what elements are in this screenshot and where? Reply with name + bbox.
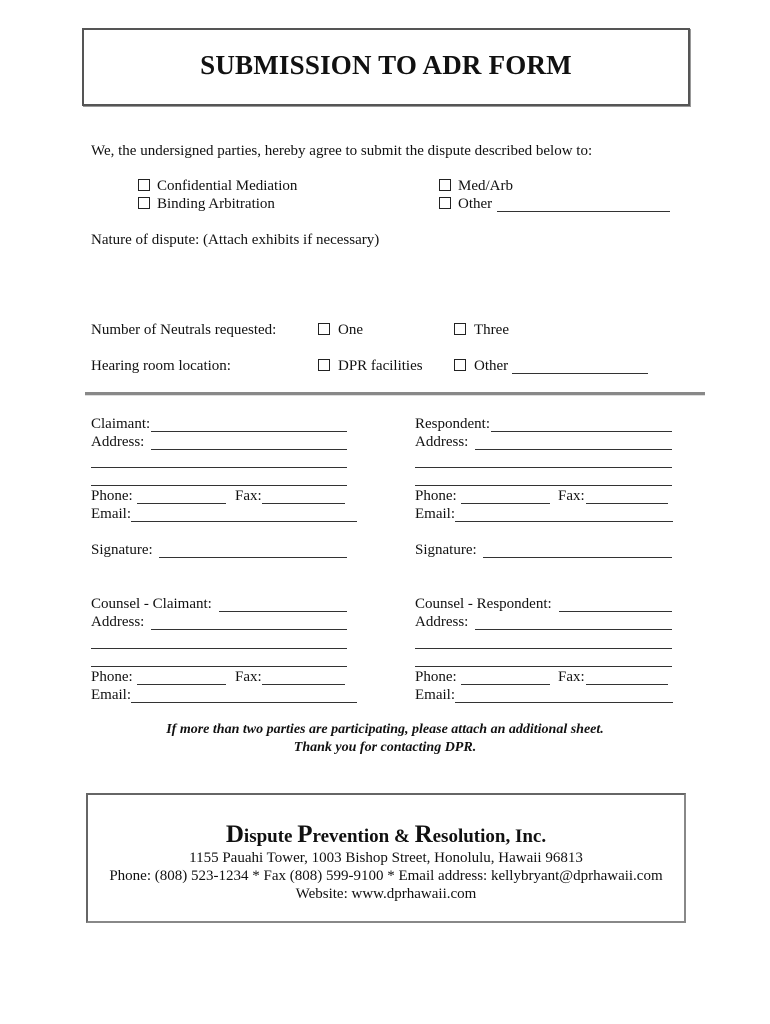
counsel-claimant-email-label: Email: <box>91 687 131 703</box>
counsel-claimant-fax-field[interactable] <box>262 684 345 685</box>
respondent-email-label: Email: <box>415 506 455 522</box>
section-divider <box>85 392 705 396</box>
hearing-location-label: Hearing room location: <box>91 358 231 374</box>
neutrals-three-label: Three <box>474 322 509 338</box>
company-contact: Phone: (808) 523-1234 * Fax (808) 599-9100 * Email address: kellybryant@dprhawaii.com <box>109 868 663 884</box>
counsel-claimant-address-field-2[interactable] <box>91 648 347 649</box>
title-box <box>82 28 690 106</box>
counsel-claimant-address-label: Address: <box>91 614 145 630</box>
counsel-claimant-phone-label: Phone: <box>91 669 133 685</box>
counsel-claimant-address-field-3[interactable] <box>91 666 347 667</box>
hearing-other-label: Other <box>474 358 509 374</box>
claimant-phone-label: Phone: <box>91 488 133 504</box>
company-website: Website: www.dprhawaii.com <box>295 886 477 902</box>
claimant-email-field[interactable] <box>131 521 357 522</box>
claimant-address-field-3[interactable] <box>91 485 347 486</box>
counsel-claimant-phone-field[interactable] <box>137 684 226 685</box>
counsel-claimant-label: Counsel - Claimant: <box>91 596 212 612</box>
footer-box <box>86 793 686 923</box>
counsel-respondent-phone-field[interactable] <box>461 684 550 685</box>
form-title: SUBMISSION TO ADR FORM <box>200 50 572 80</box>
respondent-label: Respondent: <box>415 416 490 432</box>
claimant-email-label: Email: <box>91 506 131 522</box>
counsel-respondent-field[interactable] <box>559 611 672 612</box>
counsel-respondent-email-label: Email: <box>415 687 455 703</box>
counsel-respondent-label: Counsel - Respondent: <box>415 596 552 612</box>
thank-you-note: Thank you for contacting DPR. <box>293 740 477 755</box>
neutrals-label: Number of Neutrals requested: <box>91 322 277 338</box>
company-name: Dispute Prevention & Resolution, Inc. <box>225 821 547 848</box>
respondent-address-field-2[interactable] <box>415 467 672 468</box>
intro-text: We, the undersigned parties, hereby agree to submit the dispute described below to: <box>91 143 593 159</box>
other-option-checkbox[interactable] <box>439 197 451 209</box>
respondent-fax-label: Fax: <box>558 488 585 504</box>
counsel-respondent-fax-label: Fax: <box>558 669 585 685</box>
hearing-other-field[interactable] <box>512 373 648 374</box>
nature-of-dispute-label: Nature of dispute: (Attach exhibits if necessary) <box>91 232 380 248</box>
neutrals-one-label: One <box>338 322 363 338</box>
counsel-respondent-address-field-1[interactable] <box>475 629 672 630</box>
respondent-phone-field[interactable] <box>461 503 550 504</box>
other-option-field[interactable] <box>497 211 670 212</box>
additional-sheet-note: If more than two parties are participating, please attach an additional sheet. <box>166 722 604 737</box>
respondent-signature-field[interactable] <box>483 557 672 558</box>
claimant-address-field-1[interactable] <box>151 449 347 450</box>
respondent-field[interactable] <box>491 431 672 432</box>
respondent-fax-field[interactable] <box>586 503 668 504</box>
respondent-address-field-3[interactable] <box>415 485 672 486</box>
claimant-label: Claimant: <box>91 416 151 432</box>
med-arb-checkbox[interactable] <box>439 179 451 191</box>
claimant-signature-field[interactable] <box>159 557 347 558</box>
claimant-phone-field[interactable] <box>137 503 226 504</box>
counsel-respondent-address-field-3[interactable] <box>415 666 672 667</box>
counsel-respondent-phone-label: Phone: <box>415 669 457 685</box>
counsel-claimant-email-field[interactable] <box>131 702 357 703</box>
binding-arbitration-label: Binding Arbitration <box>157 196 275 212</box>
claimant-field[interactable] <box>151 431 347 432</box>
respondent-phone-label: Phone: <box>415 488 457 504</box>
counsel-respondent-address-field-2[interactable] <box>415 648 672 649</box>
confidential-mediation-checkbox[interactable] <box>138 179 150 191</box>
dpr-facilities-label: DPR facilities <box>338 358 423 374</box>
med-arb-label: Med/Arb <box>458 178 513 194</box>
claimant-fax-field[interactable] <box>262 503 345 504</box>
counsel-respondent-address-label: Address: <box>415 614 469 630</box>
claimant-address-label: Address: <box>91 434 145 450</box>
counsel-claimant-field[interactable] <box>219 611 347 612</box>
other-option-label: Other <box>458 196 493 212</box>
respondent-address-label: Address: <box>415 434 469 450</box>
confidential-mediation-label: Confidential Mediation <box>157 178 298 194</box>
neutrals-one-checkbox[interactable] <box>318 323 330 335</box>
counsel-respondent-fax-field[interactable] <box>586 684 668 685</box>
respondent-email-field[interactable] <box>455 521 673 522</box>
respondent-signature-label: Signature: <box>415 542 477 558</box>
claimant-signature-label: Signature: <box>91 542 153 558</box>
dpr-facilities-checkbox[interactable] <box>318 359 330 371</box>
counsel-claimant-fax-label: Fax: <box>235 669 262 685</box>
counsel-respondent-email-field[interactable] <box>455 702 673 703</box>
claimant-address-field-2[interactable] <box>91 467 347 468</box>
neutrals-three-checkbox[interactable] <box>454 323 466 335</box>
hearing-other-checkbox[interactable] <box>454 359 466 371</box>
company-address: 1155 Pauahi Tower, 1003 Bishop Street, Honolulu, Hawaii 96813 <box>189 850 583 866</box>
claimant-fax-label: Fax: <box>235 488 262 504</box>
respondent-address-field-1[interactable] <box>475 449 672 450</box>
counsel-claimant-address-field-1[interactable] <box>151 629 347 630</box>
binding-arbitration-checkbox[interactable] <box>138 197 150 209</box>
